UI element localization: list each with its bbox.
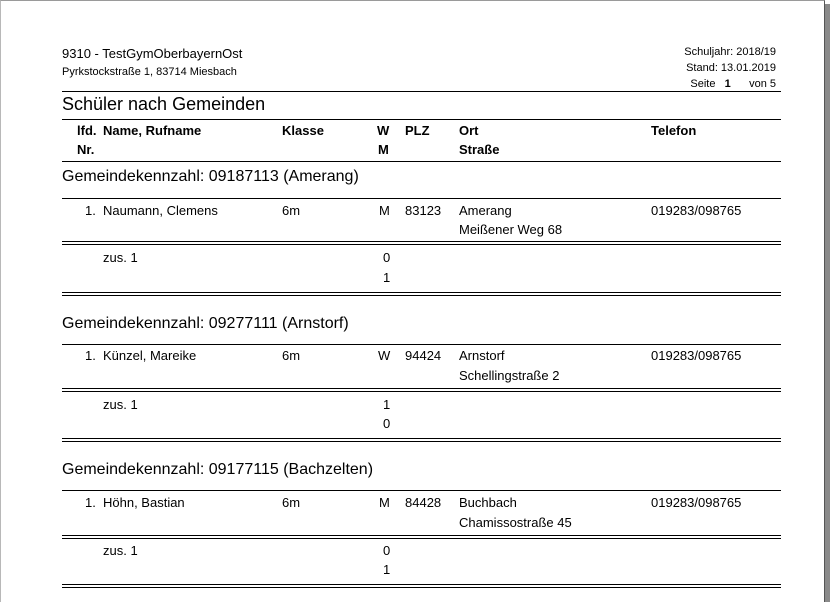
group-divider	[62, 490, 781, 491]
row-name: Künzel, Mareike	[103, 348, 197, 363]
row-double-divider	[62, 535, 781, 539]
row-double-divider	[62, 388, 781, 392]
page-label: Seite	[690, 78, 716, 90]
header-divider	[62, 91, 781, 92]
page-indicator	[690, 78, 776, 90]
row-gender: W	[378, 348, 391, 363]
row-nr: 1.	[85, 203, 96, 218]
group-divider	[62, 198, 781, 199]
summary-label: zus. 1	[103, 250, 138, 265]
col-name: Name, Rufname	[103, 123, 202, 138]
summary-label: zus. 1	[103, 397, 138, 412]
group-end-divider	[62, 292, 781, 296]
summary-w: 0	[383, 250, 391, 265]
row-ort: Amerang	[459, 203, 512, 218]
report-date: Stand: 13.01.2019	[686, 62, 776, 74]
col-m: M	[378, 142, 389, 157]
group-heading: Gemeindekennzahl: 09187113 (Amerang)	[62, 168, 359, 185]
school-name: 9310 - TestGymOberbayernOst	[62, 46, 243, 61]
row-klasse: 6m	[282, 495, 301, 510]
row-ort: Buchbach	[459, 495, 517, 510]
row-plz: 83123	[405, 203, 442, 218]
row-gender: M	[379, 495, 390, 510]
page-shadow	[825, 4, 830, 602]
group-end-divider	[62, 438, 781, 442]
summary-w: 0	[383, 543, 391, 558]
row-plz: 94424	[405, 348, 442, 363]
row-strasse: Schellingstraße 2	[459, 368, 560, 383]
columns-divider	[62, 161, 781, 162]
group-divider	[62, 344, 781, 345]
summary-m: 1	[383, 562, 391, 577]
page-total: von 5	[749, 78, 776, 90]
row-klasse: 6m	[282, 348, 301, 363]
col-telefon: Telefon	[651, 123, 697, 138]
row-plz: 84428	[405, 495, 442, 510]
col-strasse: Straße	[459, 142, 500, 157]
col-nr: Nr.	[77, 142, 95, 157]
group-heading: Gemeindekennzahl: 09277111 (Arnstorf)	[62, 315, 349, 332]
col-ort: Ort	[459, 123, 479, 138]
summary-m: 1	[383, 270, 391, 285]
row-nr: 1.	[85, 348, 96, 363]
row-strasse: Chamissostraße 45	[459, 515, 572, 530]
school-address: Pyrkstockstraße 1, 83714 Miesbach	[62, 66, 237, 78]
col-plz: PLZ	[405, 123, 430, 138]
row-ort: Arnstorf	[459, 348, 505, 363]
col-klasse: Klasse	[282, 123, 324, 138]
row-strasse: Meißener Weg 68	[459, 222, 563, 237]
group-heading: Gemeindekennzahl: 09177115 (Bachzelten)	[62, 461, 374, 478]
col-w: W	[377, 123, 390, 138]
title-divider	[62, 119, 781, 120]
col-lfd: lfd.	[77, 123, 97, 138]
row-name: Höhn, Bastian	[103, 495, 185, 510]
row-telefon: 019283/098765	[651, 348, 742, 363]
row-nr: 1.	[85, 495, 96, 510]
page-title: Schüler nach Gemeinden	[62, 94, 266, 114]
group-end-divider	[62, 584, 781, 588]
row-double-divider	[62, 241, 781, 245]
row-gender: M	[379, 203, 390, 218]
row-telefon: 019283/098765	[651, 495, 742, 510]
row-klasse: 6m	[282, 203, 301, 218]
school-year: Schuljahr: 2018/19	[684, 46, 776, 58]
page-number: 1	[724, 78, 731, 90]
row-name: Naumann, Clemens	[103, 203, 218, 218]
row-telefon: 019283/098765	[651, 203, 742, 218]
summary-w: 1	[383, 397, 391, 412]
summary-label: zus. 1	[103, 543, 138, 558]
summary-m: 0	[383, 416, 391, 431]
